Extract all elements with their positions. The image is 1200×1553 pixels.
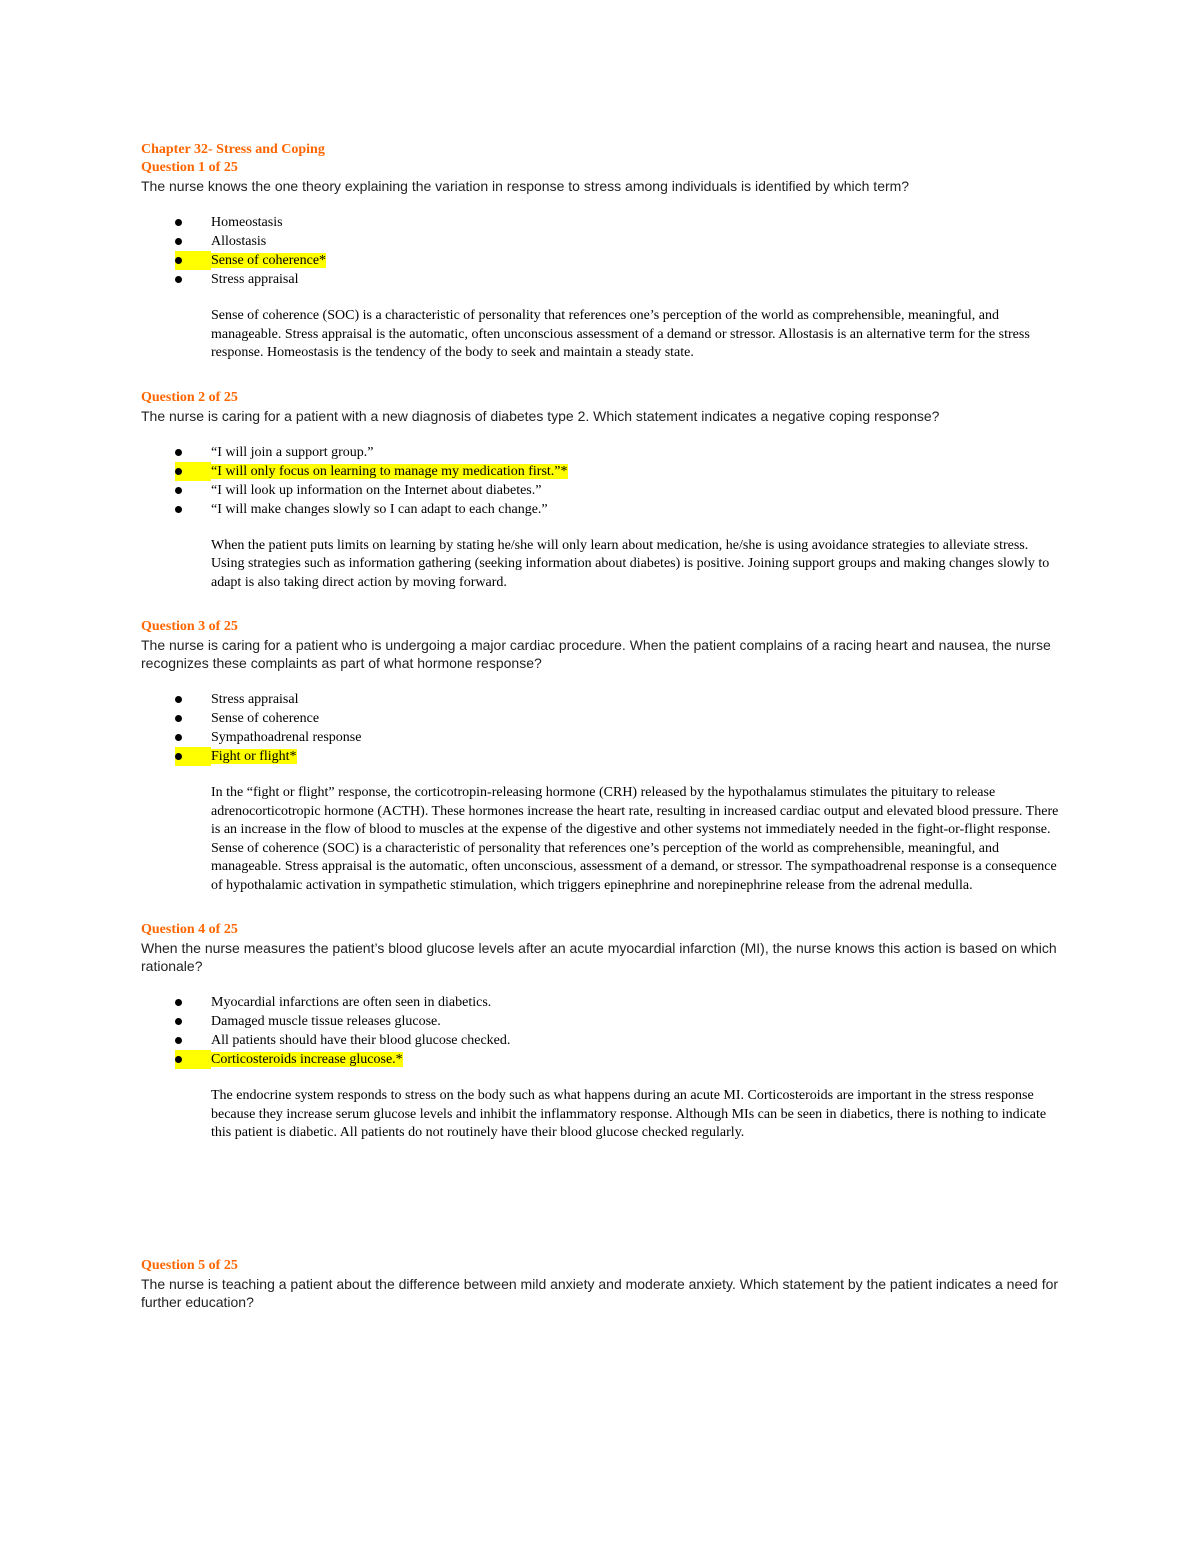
answer-option-label: Damaged muscle tissue releases glucose. xyxy=(211,1014,441,1029)
rationale-text: The endocrine system responds to stress on the body such as what happens during an acute MI. Corticosteroids are important in the stress response because they increase serum glucose levels and inhibit the inflammatory response. Although MIs can be seen in diabetics, there is nothing to indicate this patient is diabetic. All patients do not routinely have their blood glucose checked regularly. xyxy=(211,1088,1047,1140)
rationale-text: When the patient puts limits on learning by stating he/she will only learn about medication, he/she is using avoidance strategies to alleviate stress. Using strategies such as information gathering (seeking information about diabetes) is positive. Joining support groups and making changes slowly to adapt is also taking direct action by moving forward. xyxy=(211,537,1050,590)
bullet-icon xyxy=(175,1018,182,1025)
question-text: The nurse is caring for a patient who is undergoing a major cardiac procedure. When the patient complains of a racing heart and nausea, the nurse recognizes these complaints as part of what hormone response? xyxy=(141,637,1051,671)
answer-option xyxy=(141,1012,1061,1031)
answer-option xyxy=(141,709,1061,728)
answer-option xyxy=(141,443,1061,462)
answer-option xyxy=(141,213,1061,232)
document-page xyxy=(141,141,1061,1311)
bullet-icon xyxy=(175,276,182,283)
answer-option-label: Stress appraisal xyxy=(211,272,299,287)
chapter-title: Chapter 32- Stress and Coping xyxy=(141,142,325,157)
question-text: The nurse is caring for a patient with a new diagnosis of diabetes type 2. Which statement indicates a negative coping response? xyxy=(141,407,940,424)
answer-option xyxy=(141,232,1061,251)
answer-option-label: Sympathoadrenal response xyxy=(211,730,362,745)
rationale-text: In the “fight or flight” response, the corticotropin-releasing hormone (CRH) released by the hypothalamus stimulates the pituitary to release adrenocorticotropic hormone (ACTH). These hormones increase the heart rate, resulting in increased cardiac output and elevated blood pressure. There is an increase in the flow of blood to muscles at the expense of the digestive and other systems not immediately needed in the fight-or-flight response. Sense of coherence (SOC) is a characteristic of personality that references one’s perception of the world as comprehensible, meaningful, and manageable. Stress appraisal is the automatic, often unconscious, assessment of a demand, or stressor. The sympathoadrenal response is a consequence of hypothalamic activation in sympathetic stimulation, which triggers epinephrine and norepinephrine release from the adrenal medulla. xyxy=(211,785,1059,893)
answer-options xyxy=(141,213,1061,289)
question-text: The nurse knows the one theory explaining the variation in response to stress among individuals is identified by which term? xyxy=(141,178,910,194)
bullet-icon xyxy=(175,257,182,264)
question-block-1 xyxy=(141,159,1061,363)
answer-option xyxy=(141,728,1061,747)
correct-answer-option xyxy=(141,1050,1061,1069)
answer-option-label: “I will make changes slowly so I can adapt to each change.” xyxy=(211,501,548,517)
bullet-icon xyxy=(175,487,182,494)
answer-option-label: Myocardial infarctions are often seen in diabetics. xyxy=(211,995,492,1010)
rationale-text: Sense of coherence (SOC) is a characteristic of personality that references one’s perception of the world as comprehensible, meaningful, and manageable. Stress appraisal is the automatic, often unconscious assessment of a demand or stressor. Allostasis is an alternative term for the stress response. Homeostasis is the tendency of the body to seek and maintain a steady state. xyxy=(211,308,1030,360)
bullet-icon xyxy=(175,1037,182,1044)
correct-answer-option xyxy=(141,747,1061,766)
answer-option-label: Sense of coherence* xyxy=(211,253,327,268)
answer-option xyxy=(141,1031,1061,1050)
answer-option-label: All patients should have their blood glucose checked. xyxy=(211,1033,511,1048)
answer-option-label: Allostasis xyxy=(211,234,267,249)
answer-option xyxy=(141,270,1061,289)
correct-answer-option xyxy=(141,462,1061,481)
answer-options xyxy=(141,993,1061,1069)
question-block-2 xyxy=(141,389,1061,593)
bullet-icon xyxy=(175,734,182,741)
question-heading: Question 1 of 25 xyxy=(141,160,238,175)
bullet-icon xyxy=(175,506,182,513)
bullet-icon xyxy=(175,1056,182,1063)
question-heading: Question 5 of 25 xyxy=(141,1257,238,1273)
bullet-icon xyxy=(175,999,182,1006)
question-text: When the nurse measures the patient’s blood glucose levels after an acute myocardial infarction (MI), the nurse knows this action is based on which rationale? xyxy=(141,940,1057,974)
answer-option-label: “I will look up information on the Internet about diabetes.” xyxy=(211,482,542,498)
question-block-4 xyxy=(141,921,1061,1143)
question-block-3 xyxy=(141,618,1061,895)
question-block-5 xyxy=(141,1257,1061,1311)
bullet-icon xyxy=(175,449,182,456)
bullet-icon xyxy=(175,696,182,703)
question-text: The nurse is teaching a patient about the difference between mild anxiety and moderate anxiety. Which statement by the patient indicates a need for further education? xyxy=(141,1275,1059,1310)
answer-option-label: Homeostasis xyxy=(211,215,283,230)
answer-option xyxy=(141,500,1061,519)
answer-option-label: “I will only focus on learning to manage my medication first.”* xyxy=(211,463,568,479)
answer-option xyxy=(141,481,1061,500)
correct-answer-option xyxy=(141,251,1061,270)
bullet-icon xyxy=(175,238,182,245)
bullet-icon xyxy=(175,753,182,760)
answer-option-label: Sense of coherence xyxy=(211,711,320,726)
answer-option xyxy=(141,993,1061,1012)
bullet-icon xyxy=(175,715,182,722)
bullet-icon xyxy=(175,468,182,475)
answer-option-label: Stress appraisal xyxy=(211,692,299,707)
answer-option-label: Corticosteroids increase glucose.* xyxy=(211,1052,403,1067)
question-heading: Question 4 of 25 xyxy=(141,922,238,937)
question-heading: Question 2 of 25 xyxy=(141,389,238,405)
answer-option-label: Fight or flight* xyxy=(211,749,297,764)
answer-option-label: “I will join a support group.” xyxy=(211,444,374,460)
answer-options xyxy=(141,690,1061,766)
answer-option xyxy=(141,690,1061,709)
question-heading: Question 3 of 25 xyxy=(141,619,238,634)
answer-options xyxy=(141,443,1061,519)
bullet-icon xyxy=(175,219,182,226)
